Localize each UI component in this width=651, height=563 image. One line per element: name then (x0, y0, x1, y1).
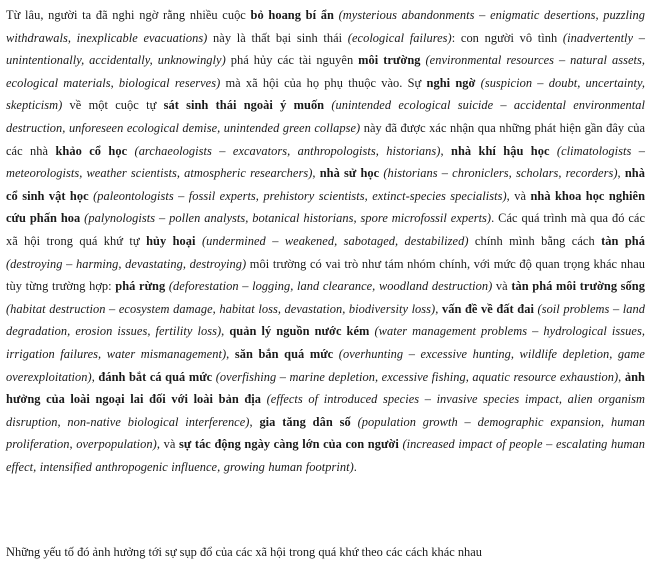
english-gloss: (palynologists – pollen analysts, botanical historians, spore microfossil experts) (84, 211, 492, 226)
body-text: , (91, 369, 99, 384)
body-text: Từ lâu, người ta đã nghi ngờ rằng nhiều cuộc (6, 8, 251, 22)
english-gloss: (increased impact of people – escalating human effect, intensified anthropogenic influence, growing human footprint) (6, 437, 645, 474)
key-term: vấn đề về đất đai (441, 301, 534, 316)
english-gloss: (paleontologists – fossil experts, prehistory scientists, extinct-species specialists) (93, 188, 507, 203)
key-term: sát sinh thái ngoài ý muốn (163, 98, 325, 113)
english-gloss: (mysterious abandonments – enigmatic desertions, puzzling withdrawals, inexplicable evacuations) (6, 8, 646, 45)
key-term: nhà cổ sinh vật học (6, 166, 645, 203)
body-text (550, 144, 557, 158)
english-gloss: (overfishing – marine depletion, excessive fishing, aquatic resource exhaustion) (215, 369, 619, 384)
key-term: săn bắn quá mức (234, 346, 334, 361)
english-gloss: (water management problems – hydrological issues, irrigation failures, water mismanagement) (6, 324, 645, 361)
key-term: ảnh hưởng của loài ngoại lai đối với loài bản địa (6, 369, 645, 407)
key-term: đánh bắt cá quá mức (98, 369, 213, 384)
body-text: , (249, 414, 260, 429)
body-text: , (435, 301, 442, 316)
english-gloss: (soil problems – land degradation, erosion issues, fertility loss) (6, 301, 646, 339)
body-text: , (440, 143, 452, 158)
english-gloss: (deforestation – logging, land clearance, woodland destruction) (168, 279, 493, 294)
body-text: này đã được xác nhận qua những phát hiện gần đây của các nhà (6, 120, 646, 158)
english-gloss: (unintended ecological suicide – accidental environmental destruction, unforeseen ecological demise, unintended green collapse) (6, 98, 645, 135)
key-term: tàn phá môi trường sống (511, 279, 645, 294)
body-text: , (226, 346, 235, 361)
english-gloss: (effects of introduced species – invasive species impact, alien organism disruption, non-native biological interference) (6, 392, 645, 429)
english-gloss: (destroying – harming, devastating, destroying) (6, 256, 247, 271)
key-term: tàn phá (601, 233, 645, 248)
key-term: phá rừng (115, 279, 166, 294)
key-term: gia tăng dân số (259, 414, 351, 429)
body-text: về một cuộc tự (62, 98, 164, 113)
body-text: và (492, 279, 512, 294)
english-gloss: (archaeologists – excavators, anthropologists, historians) (134, 143, 441, 158)
key-term: nhà khoa học nghiên cứu phấn hoa (6, 188, 646, 226)
next-paragraph-cutoff (6, 541, 645, 559)
key-term: môi trường (358, 53, 421, 68)
english-gloss: (climatologists – meteorologists, weather scientists, atmospheric researchers) (6, 143, 645, 181)
document-body (6, 4, 645, 478)
key-term: bỏ hoang bí ẩn (250, 8, 334, 22)
body-text: . (353, 459, 357, 474)
body-text: , (312, 166, 320, 181)
key-term: hủy hoại (146, 233, 196, 248)
key-term: khảo cổ học (55, 143, 128, 158)
english-gloss: (undermined – weakened, sabotaged, destabilized) (201, 233, 469, 248)
key-term: nhà khí hậu học (451, 143, 550, 158)
paragraph (6, 4, 645, 478)
body-text: , (221, 324, 230, 339)
body-text: , (617, 166, 625, 181)
body-text: này là thất bại sinh thái (207, 30, 348, 45)
english-gloss: (overhunting – excessive hunting, wildlife depletion, game overexploitation) (6, 346, 645, 384)
english-gloss: (suspicion – doubt, uncertainty, skepticism) (6, 75, 645, 113)
body-text: , và (156, 437, 179, 452)
english-gloss: (environmental resources – natural assets, ecological materials, biological reserves) (6, 53, 646, 90)
body-text: phá hủy các tài nguyên (225, 53, 359, 68)
key-term: nghi ngờ (426, 75, 476, 90)
english-gloss: (inadvertently – unintentionally, accidentally, unknowingly) (6, 30, 646, 68)
body-text: , (618, 369, 625, 384)
english-gloss: (habitat destruction – ecosystem damage, habitat loss, devastation, biodiversity loss) (6, 301, 436, 316)
key-term: sự tác động ngày càng lớn của con người (178, 437, 399, 452)
english-gloss: (population growth – demographic expansion, human proliferation, overpopulation) (6, 414, 645, 452)
body-text: mà xã hội của họ phụ thuộc vào. Sự (220, 75, 427, 90)
body-text: . Các quá trình mà qua đó các xã hội trong quá khứ tự (6, 211, 646, 248)
body-text: , và (506, 188, 531, 203)
english-gloss: (ecological failures) (347, 30, 452, 45)
next-paragraph-text: Những yếu tố đó ảnh hưởng tới sự sụp đổ của các xã hội trong quá khứ theo các cách khác nhau (6, 545, 482, 559)
body-text: : con người vô tình (451, 30, 563, 45)
body-text (351, 415, 358, 429)
key-term: nhà sử học (319, 166, 380, 181)
key-term: quản lý nguồn nước kém (229, 324, 370, 339)
body-text: môi trường có vai trò như tám nhóm chính, với mức độ quan trọng khác nhau tùy từng trường hợp: (6, 256, 645, 294)
english-gloss: (historians – chroniclers, scholars, recorders) (383, 166, 618, 181)
body-text: chính mình bằng cách (468, 233, 602, 248)
body-text (127, 144, 134, 158)
